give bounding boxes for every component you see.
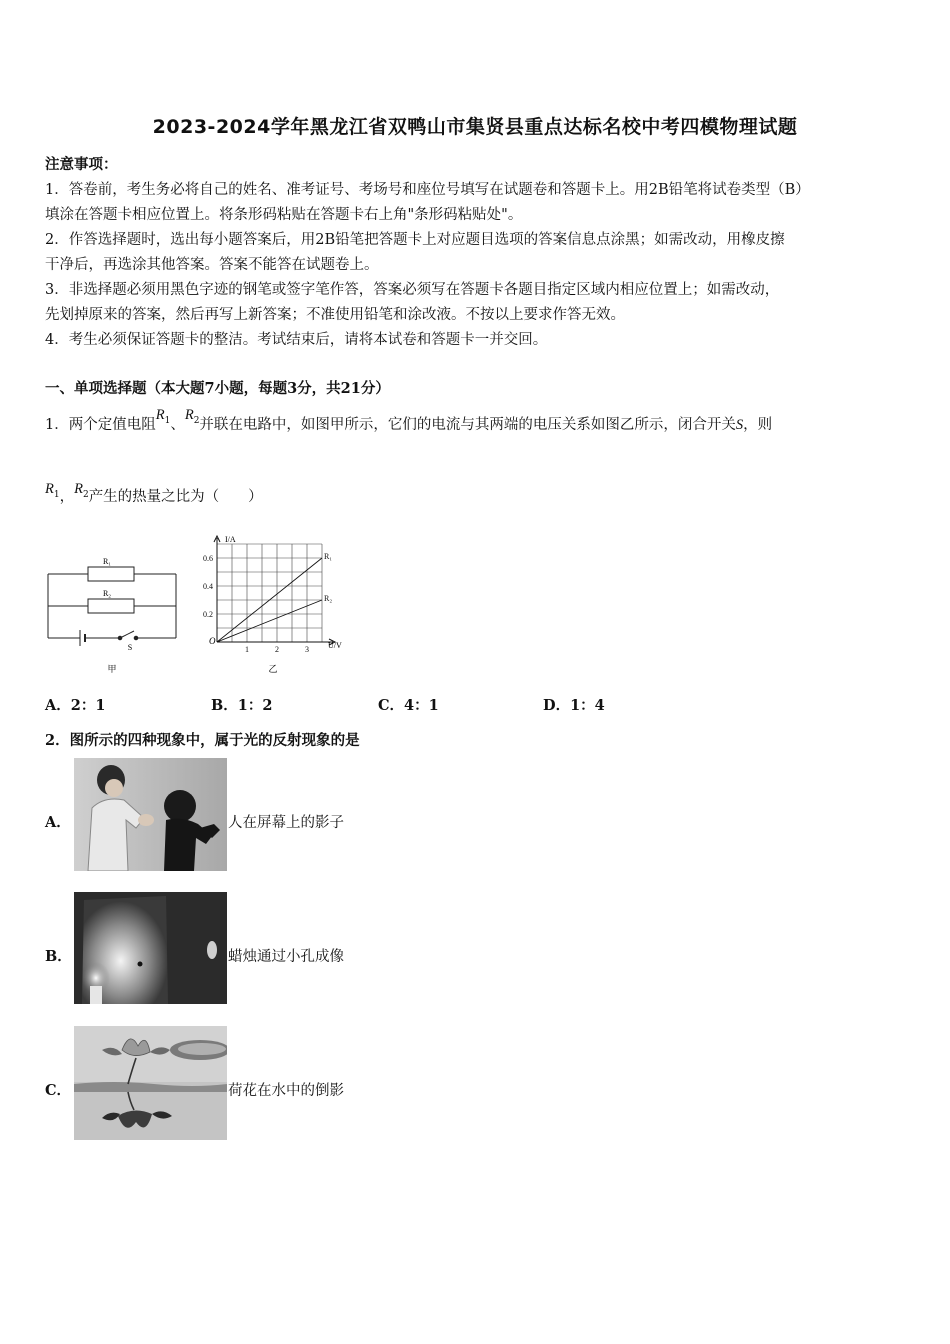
q2-option-b-label[interactable]: B． — [45, 948, 72, 965]
q1-option-d[interactable]: D．1：4 — [543, 697, 605, 714]
q2-option-a-text: 人在屏幕上的影子 — [228, 815, 344, 831]
q2-option-b-text: 蜡烛通过小孔成像 — [228, 949, 344, 965]
q1-prefix: 1．两个定值电阻 — [45, 417, 156, 433]
figure-caption-jia: 甲 — [107, 664, 117, 674]
pinhole-photo — [74, 892, 227, 1004]
y-tick-label: 0.2 — [203, 610, 213, 619]
r1-label: R₁ — [102, 557, 112, 566]
y-axis-label: I/A — [225, 535, 236, 544]
notice-line: 2．作答选择题时，选出每小题答案后，用2B铅笔把答题卡上对应题目选项的答案信息点涂黑；如需改动，用橡皮擦 — [45, 232, 785, 248]
series-label-1: R₁ — [324, 552, 333, 561]
x-axis-label: U/V — [328, 641, 342, 650]
circuit-diagram — [40, 550, 190, 680]
page-title: 2023-2024学年黑龙江省双鸭山市集贤县重点达标名校中考四模物理试题 — [152, 116, 798, 138]
q1-option-a[interactable]: A．2：1 — [45, 697, 106, 714]
q1-middle: 并联在电路中，如图甲所示，它们的电流与其两端的电压关系如图乙所示，闭合开关 — [199, 417, 736, 433]
y-tick-label: 0.4 — [203, 582, 213, 591]
q1-switch-s: S — [735, 417, 744, 433]
q1-line2: 产生的热量之比为（ ） — [88, 489, 263, 505]
q1-r1-b: $R_1$ — [45, 481, 60, 500]
x-tick-label: 3 — [305, 645, 309, 654]
x-tick-label: 1 — [245, 645, 249, 654]
q1-r2-b: $R_2$ — [74, 481, 89, 500]
x-tick-label: 2 — [275, 645, 279, 654]
notice-heading: 注意事项： — [45, 156, 118, 173]
figure-caption-yi: 乙 — [268, 664, 278, 674]
section-heading: 一、单项选择题（本大题7小题，每题3分，共21分） — [45, 380, 390, 397]
switch-icon — [120, 631, 134, 638]
notice-line: 1．答卷前，考生务必将自己的姓名、准考证号、考场号和座位号填写在试题卷和答题卡上。用2B铅笔将试卷类型（B） — [45, 182, 810, 198]
q1-r2: $R_2$ — [184, 407, 200, 426]
r2-label: R₂ — [102, 589, 112, 598]
q1-option-c[interactable]: C．4：1 — [378, 697, 439, 714]
origin-label: O — [209, 636, 216, 646]
iu-graph — [195, 530, 355, 680]
q1-r1: $R_1$ — [155, 407, 171, 426]
notice-line: 填涂在答题卡相应位置上。将条形码粘贴在答题卡右上角"条形码粘贴处"。 — [45, 207, 523, 223]
notice-line: 4．考生必须保证答题卡的整洁。考试结束后，请将本试卷和答题卡一并交回。 — [45, 332, 548, 348]
q1-option-b[interactable]: B．1：2 — [211, 697, 273, 714]
question-1-line2: $R_1$，$R_2$产生的热量之比为（ ） — [45, 481, 263, 505]
resistor-r1 — [88, 567, 134, 581]
q2-option-a-label[interactable]: A． — [45, 814, 71, 831]
notice-line: 干净后，再选涂其他答案。答案不能答在试题卷上。 — [45, 257, 379, 273]
question-1-stem — [45, 407, 773, 436]
notice-line: 先划掉原来的答案，然后再写上新答案；不准使用铅笔和涂改液。不按以上要求作答无效。 — [45, 307, 625, 323]
switch-label: S — [127, 643, 133, 652]
shadow-photo — [74, 758, 227, 871]
lotus-photo — [74, 1026, 227, 1140]
y-tick-label: 0.6 — [203, 554, 213, 563]
series-label-2: R₂ — [324, 594, 333, 603]
q1-sep: 、 — [170, 417, 185, 433]
resistor-r2 — [88, 599, 134, 613]
q2-option-c-text: 荷花在水中的倒影 — [228, 1083, 344, 1099]
series-line-2 — [217, 600, 322, 642]
q1-end: ，则 — [743, 417, 773, 433]
q2-option-c-label[interactable]: C． — [45, 1082, 72, 1099]
notice-line: 3．非选择题必须用黑色字迹的钢笔或签字笔作答，答案必须写在答题卡各题目指定区域内相应位置上；如需改动， — [45, 282, 780, 298]
question-2-stem: 2．图所示的四种现象中，属于光的反射现象的是 — [45, 732, 360, 749]
